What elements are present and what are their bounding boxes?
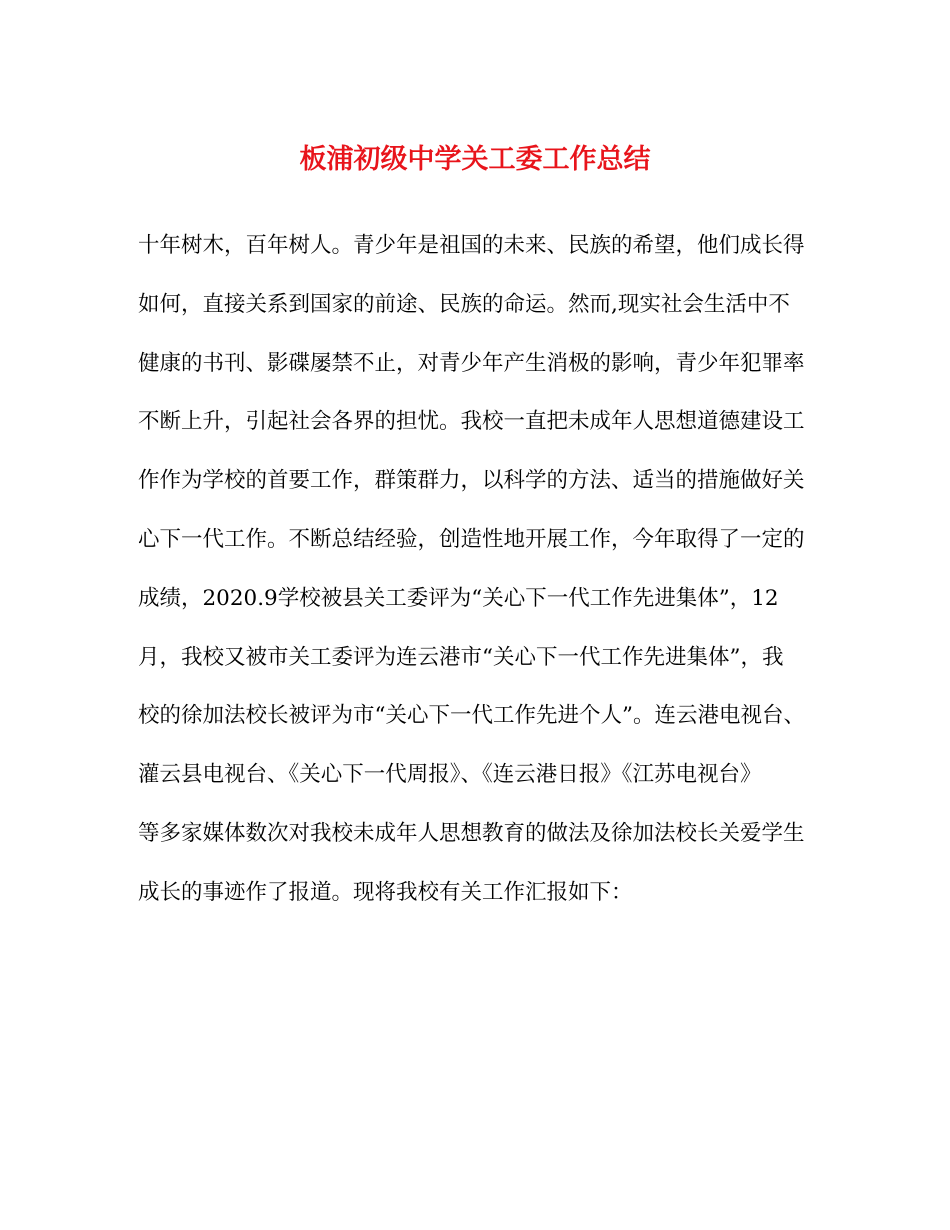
body-line-10: 灌云县电视台、《关心下一代周报》、《连云港日报》《江苏电视台》 [138, 762, 762, 788]
body-line-3: 健康的书刊、影碟屡禁不止，对青少年产生消极的影响，青少年犯罪率 [138, 350, 805, 376]
body-line-6: 心下一代工作。不断总结经验，创造性地开展工作，今年取得了一定的 [138, 526, 805, 552]
body-line-7: 成绩，2020.9学校被县关工委评为“关心下一代工作先进集体”，12 [138, 585, 779, 611]
body-line-1: 十年树木，百年树人。青少年是祖国的未来、民族的希望，他们成长得 [138, 233, 805, 258]
body-line-5: 作作为学校的首要工作，群策群力，以科学的方法、适当的措施做好关 [138, 468, 805, 494]
body-line-4: 不断上升，引起社会各界的担忧。我校一直把未成年人思想道德建设工 [138, 409, 805, 435]
document-title: 板浦初级中学关工委工作总结 [299, 144, 651, 175]
body-line-8: 月，我校又被市关工委评为连云港市“关心下一代工作先进集体”，我 [138, 644, 784, 670]
body-line-12: 成长的事迹作了报道。现将我校有关工作汇报如下： [138, 879, 633, 905]
document-body [138, 226, 838, 932]
body-line-2: 如何，直接关系到国家的前途、民族的命运。然而,现实社会生活中不 [138, 291, 790, 317]
body-line-9: 校的徐加法校长被评为市“关心下一代工作先进个人”。连云港电视台、 [138, 703, 805, 729]
body-line-11: 等多家媒体数次对我校未成年人思想教育的做法及徐加法校长关爱学生 [138, 820, 805, 846]
